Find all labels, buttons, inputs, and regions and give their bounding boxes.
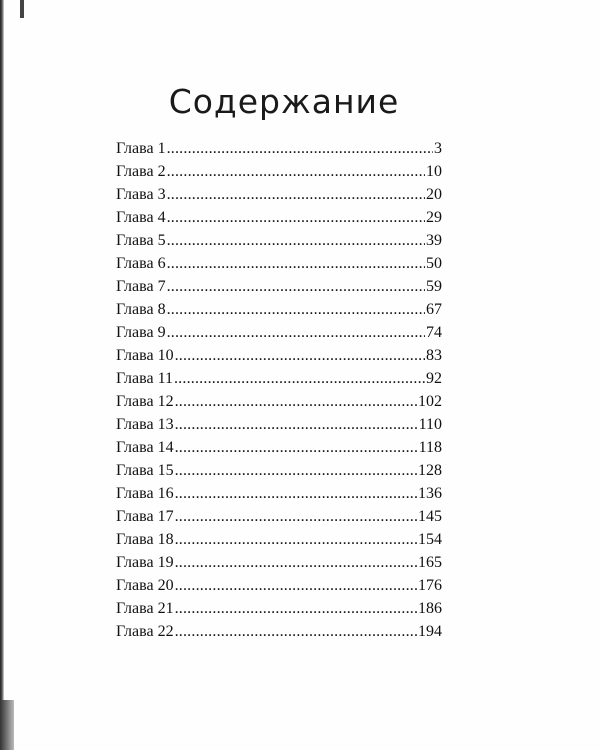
toc-entry-label: Глава 22 bbox=[116, 623, 174, 640]
toc-entry[interactable] bbox=[116, 577, 442, 600]
toc-leader-dots bbox=[167, 232, 425, 250]
toc-entry-page: 154 bbox=[418, 531, 442, 548]
toc-entry-page: 176 bbox=[418, 577, 442, 594]
toc-entry-page: 128 bbox=[418, 462, 442, 479]
toc-entry-page: 29 bbox=[426, 209, 442, 226]
toc-entry[interactable] bbox=[116, 416, 442, 439]
toc-entry[interactable] bbox=[116, 485, 442, 508]
toc-entry-label: Глава 14 bbox=[116, 439, 174, 456]
toc-entry[interactable] bbox=[116, 462, 442, 485]
toc-entry-page: 39 bbox=[426, 232, 442, 249]
toc-entry-page: 110 bbox=[418, 416, 442, 433]
toc-entry-page: 92 bbox=[426, 370, 442, 387]
toc-entry[interactable] bbox=[116, 531, 442, 554]
toc-entry-label: Глава 4 bbox=[116, 209, 166, 226]
toc-leader-dots bbox=[175, 416, 418, 434]
toc-leader-dots bbox=[175, 600, 417, 618]
toc-entry-page: 20 bbox=[426, 186, 442, 203]
toc-entry-label: Глава 13 bbox=[116, 416, 174, 433]
toc-entry[interactable] bbox=[116, 554, 442, 577]
toc-entry[interactable] bbox=[116, 278, 442, 301]
toc-entry-page: 136 bbox=[418, 485, 442, 502]
toc-entry[interactable] bbox=[116, 600, 442, 623]
toc-leader-dots bbox=[175, 462, 417, 480]
toc-leader-dots bbox=[167, 324, 425, 342]
toc-entry-label: Глава 20 bbox=[116, 577, 174, 594]
toc-leader-dots bbox=[167, 186, 425, 204]
toc-entry-page: 67 bbox=[426, 301, 442, 318]
toc-entry-label: Глава 7 bbox=[116, 278, 166, 295]
toc-entry-label: Глава 15 bbox=[116, 462, 174, 479]
toc-leader-dots bbox=[175, 439, 418, 457]
toc-entry[interactable] bbox=[116, 163, 442, 186]
toc-leader-dots bbox=[174, 370, 425, 388]
toc-entry-page: 186 bbox=[418, 600, 442, 617]
page-title: Содержание bbox=[168, 82, 400, 121]
toc-entry[interactable] bbox=[116, 439, 442, 462]
toc-entry[interactable] bbox=[116, 255, 442, 278]
scan-mark bbox=[20, 0, 24, 18]
toc-entry[interactable] bbox=[116, 393, 442, 416]
toc-entry-page: 118 bbox=[418, 439, 442, 456]
toc-entry-label: Глава 19 bbox=[116, 554, 174, 571]
toc-entry-page: 74 bbox=[426, 324, 442, 341]
toc-entry-label: Глава 9 bbox=[116, 324, 166, 341]
toc-leader-dots bbox=[167, 163, 425, 181]
toc-entry-label: Глава 8 bbox=[116, 301, 166, 318]
toc-leader-dots bbox=[175, 393, 417, 411]
toc-entry[interactable] bbox=[116, 508, 442, 531]
toc-entry-label: Глава 5 bbox=[116, 232, 166, 249]
toc-entry-page: 165 bbox=[418, 554, 442, 571]
toc-entry-page: 145 bbox=[418, 508, 442, 525]
toc-leader-dots bbox=[167, 255, 425, 273]
toc-entry-page: 10 bbox=[426, 163, 442, 180]
toc-entry[interactable] bbox=[116, 324, 442, 347]
toc-entry-page: 59 bbox=[426, 278, 442, 295]
toc-entry-page: 3 bbox=[434, 140, 442, 157]
toc-entry-label: Глава 1 bbox=[116, 140, 166, 157]
toc-leader-dots bbox=[167, 140, 433, 158]
toc-entry[interactable] bbox=[116, 232, 442, 255]
toc-leader-dots bbox=[175, 554, 417, 572]
toc-entry[interactable] bbox=[116, 623, 442, 646]
toc-leader-dots bbox=[175, 347, 425, 365]
toc-entry-label: Глава 12 bbox=[116, 393, 174, 410]
toc-entry-label: Глава 2 bbox=[116, 163, 166, 180]
toc-entry-label: Глава 18 bbox=[116, 531, 174, 548]
toc-leader-dots bbox=[175, 531, 417, 549]
toc-entry[interactable] bbox=[116, 370, 442, 393]
toc-entry-page: 194 bbox=[418, 623, 442, 640]
toc-entry-page: 50 bbox=[426, 255, 442, 272]
toc-entry[interactable] bbox=[116, 347, 442, 370]
toc-leader-dots bbox=[175, 508, 417, 526]
table-of-contents bbox=[116, 140, 442, 646]
toc-entry-label: Глава 16 bbox=[116, 485, 174, 502]
toc-entry-label: Глава 17 bbox=[116, 508, 174, 525]
toc-entry-label: Глава 21 bbox=[116, 600, 174, 617]
toc-leader-dots bbox=[175, 485, 417, 503]
toc-leader-dots bbox=[167, 301, 425, 319]
toc-entry-label: Глава 11 bbox=[116, 370, 173, 387]
toc-entry[interactable] bbox=[116, 186, 442, 209]
toc-entry-label: Глава 6 bbox=[116, 255, 166, 272]
page-edge-shadow-bottom bbox=[0, 700, 14, 750]
toc-entry-page: 83 bbox=[426, 347, 442, 364]
toc-leader-dots bbox=[175, 623, 417, 641]
toc-leader-dots bbox=[167, 209, 425, 227]
toc-leader-dots bbox=[167, 278, 425, 296]
toc-entry[interactable] bbox=[116, 301, 442, 324]
toc-leader-dots bbox=[175, 577, 417, 595]
toc-entry[interactable] bbox=[116, 209, 442, 232]
toc-entry-label: Глава 10 bbox=[116, 347, 174, 364]
toc-entry-label: Глава 3 bbox=[116, 186, 166, 203]
toc-entry-page: 102 bbox=[418, 393, 442, 410]
toc-entry[interactable] bbox=[116, 140, 442, 163]
